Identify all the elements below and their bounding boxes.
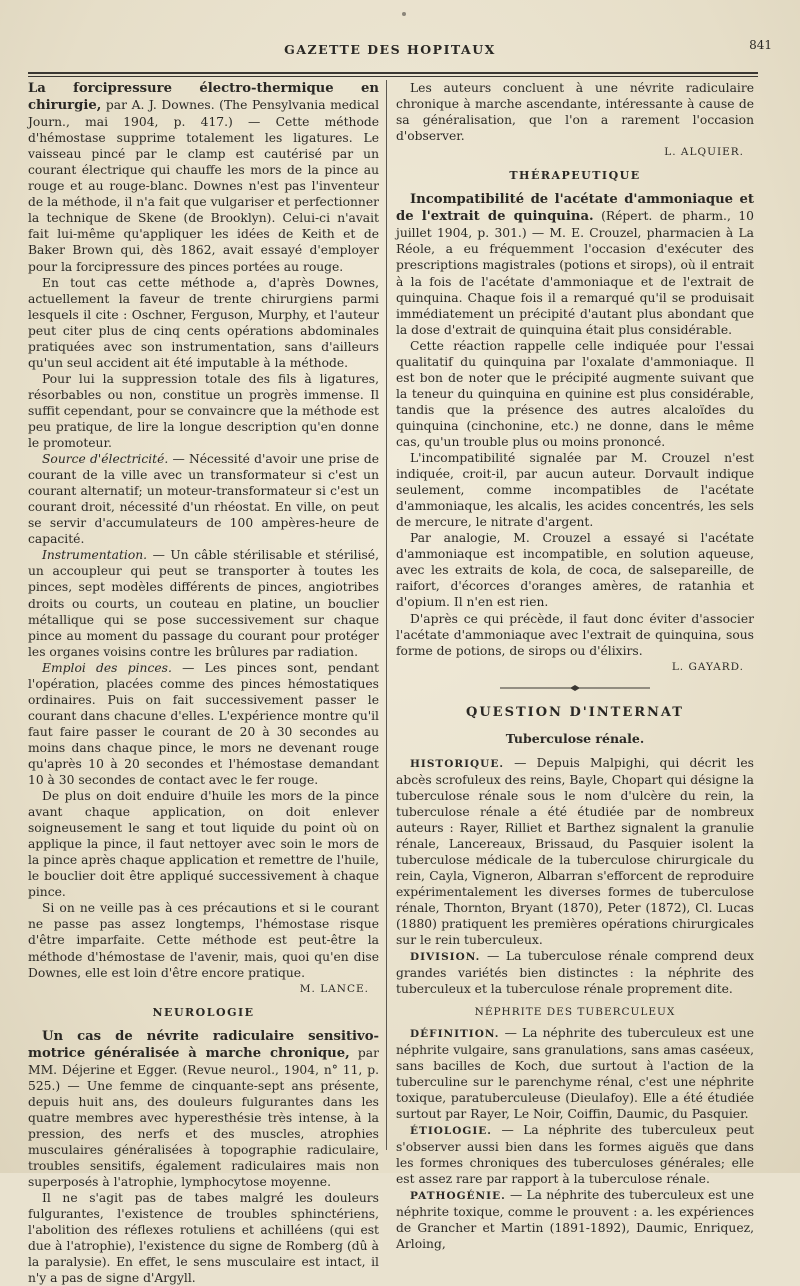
article-text: par A. J. Downes. (The Pensylvania medical Journ., mai 1904, p. 417.) — Cette méthode d'hémostase supprime totalement les ligatures. Le vaisseau pincé par le clamp est cautérisé par un courant électrique qui chauffe les mors de la pince au rouge et au rouge-blanc. Downes n'est pas l'inventeur de la méthode, il n'a fait que vulgariser et perfectionner la technique de Skene (de Brooklyn). Celui-ci n'avait fait lui-même qu'appliquer les idées de Keith et de Baker Brown qui, dès 1862, avait essayé d'employer pour la forcipressure des pinces portées au rouge. — [28, 98, 379, 274]
page-header — [20, 38, 780, 64]
article-title: Incompatibilité de l'acétate d'ammoniaque et de l'extrait de quinquina. — [396, 192, 754, 225]
page-number: 841 — [749, 38, 772, 52]
paragraph: De plus on doit enduire d'huile les mors de la pince avant chaque application, on doit enlever soigneusement le sang et tout liquide du point où on applique la pince, il faut nettoyer avec soin le mors de la pince après chaque application et remettre de l'huile, le bouclier doit être appliqué successivement à chaque pince. — [28, 789, 379, 900]
paragraph-text: — Un câble stérilisable et stérilisé, un accoupleur qui peut se transporter à toutes les pinces, sept modèles différents de pinces, angiotribes droits ou courts, un couteau en platine, un bouclier métallique qui se pose successivement sur chaque pince au moment du passage du courant pour protéger les organes voisins contre les brûlures par radiation. — [28, 548, 379, 659]
journal-title: GAZETTE DES HOPITAUX — [284, 42, 496, 57]
paragraph — [28, 451, 379, 547]
paragraph-text: — Les pinces sont, pendant l'opération, placées comme des pinces hémostatiques ordinaires. Puis on fait successivement passer le courant dans chacune d'elles. L'expérience montre qu'il faut faire passer le courant de 20 à 30 secondes au moins dans chaque pince, le mors ne devenant rouge qu'après 10 à 20 secondes et l'hémostase demandant 10 à 30 secondes de contact avec le fer rouge. — [28, 660, 379, 788]
author-signature: L. ALQUIER. — [664, 146, 744, 159]
paragraph — [396, 1025, 754, 1122]
article-title: La forcipressure électro-thermique en chirurgie, — [28, 81, 379, 114]
paragraph: Pour lui la suppression totale des fils à ligatures, résorbables ou non, constitue un progrès immense. Il suffit cependant, pour se convaincre que la méthode est peu pratique, de lire la longue description qu'en donne le promoteur. — [28, 371, 379, 451]
article-forcipressure-intro — [28, 80, 379, 275]
paragraph: Il ne s'agit pas de tabes malgré les douleurs fulgurantes, l'existence de troubles sphinctériens, l'abolition des réflexes rotuliens et achilléens (qui est due à l'atrophie), l'existence du signe de Romberg (dû à la paralysie). En effet, le sens musculaire est intact, il n'y a pas de signe d'Argyll. — [28, 1191, 379, 1286]
subsection-title: Tuberculose rénale. — [505, 730, 645, 746]
left-column — [28, 80, 379, 1286]
author-signature: L. GAYARD. — [671, 660, 744, 673]
page-speck — [402, 12, 406, 16]
paragraph-label: DIVISION. — [410, 951, 481, 964]
paragraph-text: — La néphrite des tuberculeux peut s'observer aussi bien dans les formes aiguës que dans les formes chroniques des tuberculoses générales; elle est assez rare par rapport à la tuberculose rénale. — [396, 1122, 754, 1186]
paragraph-label: Source d'électricité. — [42, 452, 169, 467]
paragraph: L'incompatibilité signalée par M. Crouzel n'est indiquée, croit-il, par aucun auteur. Dorvault indique seulement, comme incompatibles de l'acétate d'ammoniaque, les alcalis, les acides concentrés, les sels de mercure, le nitrate d'argent. — [396, 451, 754, 530]
paragraph: Si on ne veille pas à ces précautions et si le courant ne passe pas assez longtemps, l'hémostase risque d'être imparfaite. Cette méthode est peut-être la méthode d'hémostase de l'avenir, mais, quoi qu'en dise Downes, elle est loin d'être encore pratique. — [28, 901, 379, 980]
article-text: (Répert. de pharm., 10 juillet 1904, p. 301.) — M. E. Crouzel, pharmacien à La Réole, a eu fréquemment l'occasion d'exécuter des prescriptions magistrales (potions et sirops), où il entrait à la fois de l'acétate d'ammoniaque et de l'extrait de quinquina. Chaque fois il a remarqué qu'il se produisait immédiatement un précipité d'autant plus abondant que la dose d'extrait de quinquina était plus considérable. — [396, 209, 754, 337]
author-signature: M. LANCE. — [299, 982, 369, 995]
paragraph — [396, 755, 754, 949]
article-text: par MM. Déjerine et Egger. (Revue neurol., 1904, n° 11, p. 525.) — Une femme de cinquante-sept ans présente, depuis huit ans, des douleurs fulgurantes dans les quatre membres avec hyperesthésie très intense, à la pression, des nerfs et des muscles, atrophies musculaires généralisées à topographie radiculaire, troubles sensitifs, également radiculaires mais non superposés à l'atrophie, lymphocytose moyenne. — [28, 1045, 379, 1190]
right-column — [396, 80, 754, 1252]
article-nevrite-intro — [28, 1028, 379, 1190]
ornament-divider — [396, 681, 754, 697]
section-heading: THÉRAPEUTIQUE — [509, 169, 641, 183]
paragraph-label: HISTORIQUE. — [410, 757, 504, 770]
paragraph: D'après ce qui précède, il faut donc éviter d'associer l'acétate d'ammoniaque avec l'extrait de quinquina, sous forme de potions, de sirops ou d'élixirs. — [396, 611, 754, 658]
header-rule-thick — [28, 72, 758, 74]
paragraph-label: Emploi des pinces. — [42, 660, 172, 675]
paragraph-label: DÉFINITION. — [410, 1027, 500, 1040]
header-rule-thin — [28, 76, 758, 77]
paragraph — [396, 1122, 754, 1187]
paragraph-label: ÉTIOLOGIE. — [410, 1124, 492, 1137]
subsection-heading: NÉPHRITE DES TUBERCULEUX — [474, 1005, 676, 1018]
article-incompatibilite-intro — [396, 191, 754, 337]
paragraph: Les auteurs concluent à une névrite radiculaire chronique à marche ascendante, intéressante à cause de sa généralisation, que l'on a rarement l'occasion d'observer. — [396, 81, 754, 144]
paragraph — [28, 660, 379, 788]
paragraph-text: — Depuis Malpighi, qui décrit les abcès scrofuleux des reins, Bayle, Chopart qui désigne la tuberculose rénale sous le nom d'ulcère du rein, la tuberculose rénale a été étudiée par de nombreux auteurs : Rayer, Rilliet et Barthez signalent la granulie rénale, Lancereaux, Brissaud, du Pasquier isolent la tuberculose médicale de la tuberculose chirurgicale du rein, Cayla, Vigneron, Albarran s'efforcent de reproduire expérimentalement les diverses formes de tuberculose rénale, Thornton, Bryant (1870), Peter (1872), Cl. Lucas (1880) pratiquent les premières opérations chirurgicales sur le rein tuberculeux. — [396, 755, 754, 948]
paragraph — [28, 547, 379, 659]
article-title: Un cas de névrite radiculaire sensitivo-motrice généralisée à marche chronique, — [28, 1028, 379, 1061]
paragraph — [396, 1187, 754, 1252]
paragraph — [396, 948, 754, 997]
paragraph: En tout cas cette méthode a, d'après Downes, actuellement la faveur de trente chirurgiens parmi lesquels il cite : Oschner, Ferguson, Murphy, et l'auteur peut citer plus de cinq cents opérations abdominales pratiquées avec son instrumentation, sans d'ailleurs qu'un seul accident ait été imputable à la méthode. — [28, 275, 379, 370]
paragraph-text: — La tuberculose rénale comprend deux grandes variétés bien distinctes : la néphrite des tuberculeux et la tuberculose rénale proprement dite. — [396, 949, 754, 997]
paragraph: Par analogie, M. Crouzel a essayé si l'acétate d'ammoniaque est incompatible, en solution aqueuse, avec les extraits de kola, de coca, de salsepareille, de raifort, d'écorces d'oranges amères, de ratanhia et d'opium. Il n'en est rien. — [396, 531, 754, 610]
paragraph-text: — La néphrite des tuberculeux est une néphrite vulgaire, sans granulations, sans amas caséeux, sans bacilles de Koch, due surtout à l'action de la tuberculine sur le parenchyme rénal, c'est une néphrite toxique, paratuberculeuse (Dieulafoy). Elle a été étudiée surtout par Rayer, Le Noir, Coiffin, Daumic, du Pasquier. — [396, 1025, 754, 1121]
paragraph-text: — La néphrite des tuberculeux est une néphrite toxique, comme le prouvent : a. les expériences de Grancher et Martin (1891-1892), Daumic, Enriquez, Arloing, — [396, 1188, 754, 1252]
paragraph: Cette réaction rappelle celle indiquée pour l'essai qualitatif du quinquina par l'oxalate d'ammoniaque. Il est bon de noter que le précipité augmente suivant que la teneur du quinquina en quinine est plus considérable, tandis que la présence des autres alcaloïdes du quinquina (cinchonine, etc.) ne donne, dans le même cas, qu'un trouble plus ou moins prononcé. — [396, 338, 754, 449]
paragraph-label: PATHOGÉNIE. — [410, 1190, 506, 1203]
paragraph-text: — Nécessité d'avoir une prise de courant de la ville avec un transformateur si c'est un courant alternatif; un moteur-transformateur si c'est un courant droit, nécessité d'un rhéostat. En ville, on peut se servir d'accumulateurs de 100 ampères-heure de capacité. — [28, 452, 379, 547]
section-heading: QUESTION D'INTERNAT — [466, 704, 684, 720]
paragraph-label: Instrumentation. — [42, 548, 148, 563]
section-heading: NEUROLOGIE — [152, 1005, 255, 1019]
column-separator — [386, 80, 387, 1150]
ornament-rule-icon — [500, 684, 650, 692]
